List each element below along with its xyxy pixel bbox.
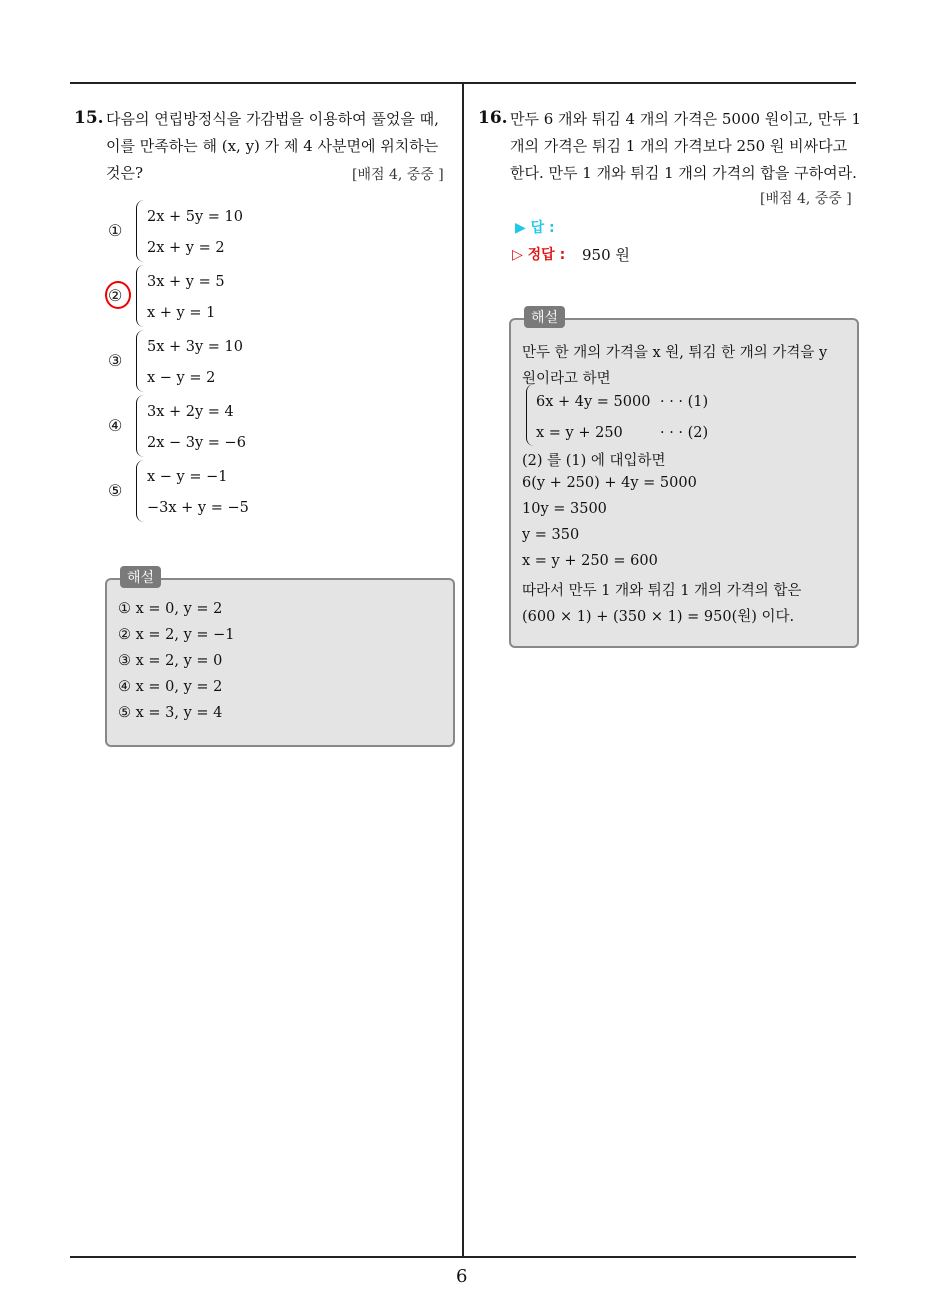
option-1-eq2: 2x + y = 2: [147, 240, 225, 256]
option-5-eq2: −3x + y = −5: [147, 500, 249, 516]
option-2-eq1: 3x + y = 5: [147, 274, 225, 290]
option-4-mark[interactable]: ④: [108, 416, 123, 435]
q16-step-2: 6(y + 250) + 4y = 5000: [522, 475, 697, 491]
q15-solution-line-1: ① x = 0, y = 2: [118, 601, 223, 617]
option-2-mark[interactable]: ②: [108, 286, 123, 305]
option-3-brace: [136, 330, 147, 392]
option-4-eq2: 2x − 3y = −6: [147, 435, 246, 451]
q15-solution-line-3: ③ x = 2, y = 0: [118, 653, 223, 669]
q16-system-tag2: · · · (2): [660, 425, 709, 441]
option-5-eq1: x − y = −1: [147, 469, 228, 485]
q16-step-7: (600 × 1) + (350 × 1) = 950(원) 이다.: [522, 609, 795, 625]
q16-solution-intro-2: 원이라고 하면: [522, 371, 611, 387]
page-number: 6: [456, 1266, 468, 1287]
option-4-brace: [136, 395, 147, 457]
q16-step-3: 10y = 3500: [522, 501, 607, 517]
option-3-eq1: 5x + 3y = 10: [147, 339, 244, 355]
question-16-text-3: 한다. 만두 1 개와 튀김 1 개의 가격의 합을 구하여라.: [510, 164, 857, 182]
question-15-number: 15.: [74, 108, 104, 128]
bottom-rule: [70, 1256, 856, 1258]
question-16-score: [배점 4, 중중 ]: [760, 191, 852, 207]
option-3-mark[interactable]: ③: [108, 351, 123, 370]
question-15-text-2: 이를 만족하는 해 (x, y) 가 제 4 사분면에 위치하는: [106, 137, 439, 155]
q15-solution-line-4: ④ x = 0, y = 2: [118, 679, 223, 695]
option-1-brace: [136, 200, 147, 262]
question-16-solution-tag: 해설: [524, 306, 565, 328]
q16-step-4: y = 350: [522, 527, 580, 543]
answer-input-label[interactable]: ▶ 답 :: [515, 220, 555, 236]
question-16-text-1: 만두 6 개와 튀김 4 개의 가격은 5000 원이고, 만두 1: [510, 110, 862, 128]
correct-answer-value: 950 원: [582, 246, 630, 264]
q16-step-5: x = y + 250 = 600: [522, 553, 658, 569]
option-5-brace: [136, 460, 147, 522]
question-15-text-3: 것은?: [106, 164, 144, 182]
option-1-eq1: 2x + 5y = 10: [147, 209, 244, 225]
column-divider: [462, 82, 464, 1257]
q15-solution-line-2: ② x = 2, y = −1: [118, 627, 235, 643]
option-2-eq2: x + y = 1: [147, 305, 216, 321]
question-15-solution-tag: 해설: [120, 566, 161, 588]
q16-system-eq2: x = y + 250: [536, 425, 623, 441]
q15-solution-line-5: ⑤ x = 3, y = 4: [118, 705, 223, 721]
option-2-brace: [136, 265, 147, 327]
q16-step-1: (2) 를 (1) 에 대입하면: [522, 453, 666, 469]
option-4-eq1: 3x + 2y = 4: [147, 404, 234, 420]
q16-system-eq1: 6x + 4y = 5000: [536, 394, 651, 410]
q16-system-tag1: · · · (1): [660, 394, 709, 410]
question-15-text-1: 다음의 연립방정식을 가감법을 이용하여 풀었을 때,: [106, 110, 439, 128]
option-5-mark[interactable]: ⑤: [108, 481, 123, 500]
option-3-eq2: x − y = 2: [147, 370, 216, 386]
question-16-text-2: 개의 가격은 튀김 1 개의 가격보다 250 원 비싸다고: [510, 137, 848, 155]
option-1-mark[interactable]: ①: [108, 221, 123, 240]
q16-solution-intro-1: 만두 한 개의 가격을 x 원, 튀김 한 개의 가격을 y: [522, 345, 828, 361]
question-15-score: [배점 4, 중중 ]: [352, 167, 444, 183]
correct-answer-label: ▷ 정답 :: [512, 247, 566, 263]
q16-step-6: 따라서 만두 1 개와 튀김 1 개의 가격의 합은: [522, 583, 802, 599]
question-16-number: 16.: [478, 108, 508, 128]
